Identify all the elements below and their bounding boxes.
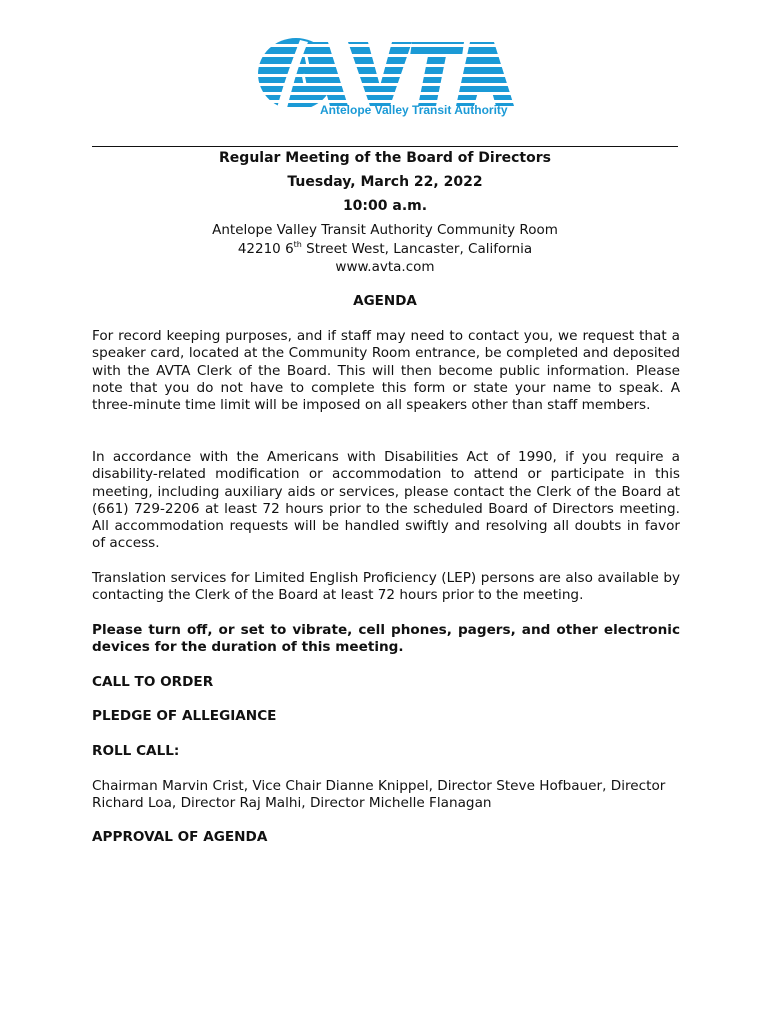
avta-logo	[256, 36, 518, 120]
logo-tagline: Antelope Valley Transit Authority	[320, 103, 508, 117]
meeting-time: 10:00 a.m.	[342, 198, 428, 214]
translation-paragraph: Translation services for Limited English Proficiency (LEP) persons are also available by contacting the Clerk of the Board at least 72 hours prior to the meeting.	[92, 570, 680, 604]
call-to-order-heading: CALL TO ORDER	[92, 674, 214, 690]
devices-notice: Please turn off, or set to vibrate, cell phones, pagers, and other electronic devices for the duration of this meeting.	[92, 622, 680, 656]
roll-call-heading: ROLL CALL:	[92, 743, 180, 759]
meeting-location: Antelope Valley Transit Authority Community Room	[212, 222, 558, 238]
meeting-title: Regular Meeting of the Board of Directors	[219, 150, 551, 166]
header-rule	[92, 146, 678, 147]
meeting-address: 42210 6th Street West, Lancaster, California	[237, 240, 533, 257]
agenda-heading: AGENDA	[353, 293, 417, 309]
meeting-date: Tuesday, March 22, 2022	[287, 174, 483, 190]
pledge-heading: PLEDGE OF ALLEGIANCE	[92, 708, 277, 724]
approval-of-agenda-heading: APPROVAL OF AGENDA	[92, 829, 268, 845]
speaker-card-paragraph: For record keeping purposes, and if staff may need to contact you, we request that a speaker card, located at the Community Room entrance, be completed and deposited with the AVTA Clerk of the Board. This will then become public information. Please note that you do not have to complete this form or state your name to speak. A three-minute time limit will be imposed on all speakers other than staff members.	[92, 328, 680, 414]
ada-paragraph: In accordance with the Americans with Disabilities Act of 1990, if you require a disability-related modification or accommodation to attend or participate in this meeting, including auxiliary aids or services, please contact the Clerk of the Board at (661) 729-2206 at least 72 hours prior to the scheduled Board of Directors meeting. All accommodation requests will be handled swiftly and resolving all doubts in favor of access.	[92, 449, 680, 552]
website-link[interactable]: www.avta.com	[335, 259, 435, 275]
roll-call-members: Chairman Marvin Crist, Vice Chair Dianne Knippel, Director Steve Hofbauer, Director Richard Loa, Director Raj Malhi, Director Michelle Flanagan	[92, 778, 666, 812]
